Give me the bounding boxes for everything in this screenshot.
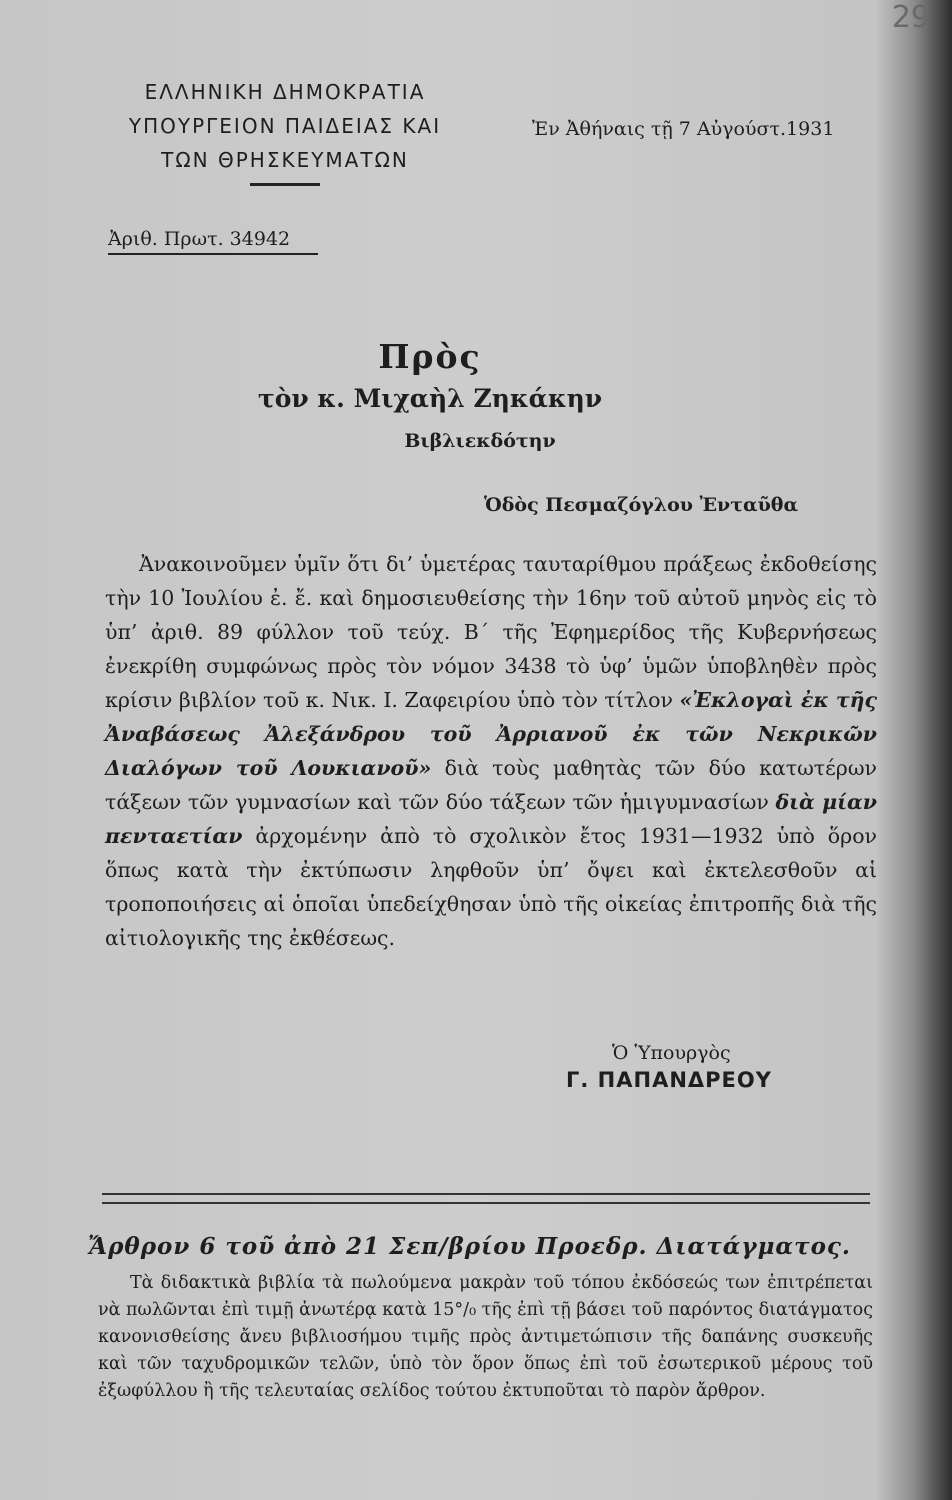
signature-title: Ὁ Ὑπουργὸς [612,1042,731,1064]
addressee-heading: Πρὸς [378,337,482,376]
body-text-part: διὰ τοὺς μαθητὰς τῶν δύο κατωτέρων τάξεων τῶν γυμνασίων καὶ τῶν δύο τάξεων τῶν ἡμιγυμνασίων [105,756,878,814]
header-divider [250,183,320,186]
article-title: Ἄρθρον 6 τοῦ ἀπὸ 21 Σεπ/βρίου Προεδρ. Διατάγματος. [88,1233,851,1260]
page-number-mark: 29 [891,0,930,35]
letter-date: Ἐν Ἀθήναις τῇ 7 Αὐγούστ.1931 [532,118,835,140]
ministry-line: ΕΛΛΗΝΙΚΗ ΔΗΜΟΚΡΑΤΙΑ [144,80,426,104]
body-text-part: ἀρχομένην ἀπὸ τὸ σχολικὸν ἔτος 1931—1932 ὑπὸ ὅρον ὅπως κατὰ τὴν ἐκτύπωσιν ληφθοῦν ὑπ’ ὄψει καὶ ἐκτελεσθοῦν αἱ τροποποιήσεις αἱ ὁποῖαι ὑπεδείχθησαν ὑπὸ τῆς οἰκείας ἐπιτροπῆς διὰ τῆς αἰτιολογικῆς της ἐκθέσεως. [105,824,877,950]
ministry-line: ΥΠΟΥΡΓΕΙΟΝ ΠΑΙΔΕΙΑΣ ΚΑΙ [128,114,442,138]
addressee-role: Βιβλιεκδότην [404,430,556,452]
article-text: Τὰ διδακτικὰ βιβλία τὰ πωλούμενα μακρὰν τοῦ τόπου ἐκδόσεώς των ἐπιτρέπεται νὰ πωλῶνται ἐπὶ τιμῇ ἀνωτέρᾳ κατὰ 15°/₀ τῆς ἐπὶ τῇ βάσει τοῦ παρόντος διατάγματος κανονισθείσης ἄνευ βιβλιοσήμου τιμῆς πρὸς ἀντιμετώπισιν τῆς δαπάνης συσκευῆς καὶ τῶν ταχυδρομικῶν τελῶν, ὑπὸ τὸν ὅρον ὅπως ἐπὶ τοῦ ἐσωτερικοῦ μέρους τοῦ ἐξωφύλλου ἢ τῆς τελευταίας σελίδος τούτου ἐκτυποῦται τὸ παρὸν ἄρθρον. [98,1273,873,1401]
addressee-name: τὸν κ. Μιχαὴλ Ζηκάκην [257,384,603,413]
protocol-number: Ἀριθ. Πρωτ. 34942 [108,228,318,255]
ministry-header [100,75,470,186]
body-text-part: Ἀνακοινοῦμεν ὑμῖν ὅτι δι’ ὑμετέρας ταυταρίθμου πράξεως ἐκδοθείσης τὴν 10 Ἰουλίου ἐ. ἔ. καὶ δημοσιευθείσης τὴν 16ην τοῦ αὐτοῦ μηνὸς εἰς τὸ ὑπ’ ἀριθ. 89 φύλλον τοῦ τεύχ. Β΄ τῆς Ἐφημερίδος τῆς Κυβερνήσεως ἐνεκρίθη συμφώνως πρὸς τὸν νόμον 3438 τὸ ὑφ’ ὑμῶν ὑποβληθὲν πρὸς κρίσιν βιβλίον τοῦ κ. Νικ. Ι. Ζαφειρίου ὑπὸ τὸν τίτλον [105,552,877,712]
section-divider [102,1193,870,1204]
ministry-line: ΤΩΝ ΘΡΗΣΚΕΥΜΑΤΩΝ [161,148,409,172]
addressee-address: Ὁδὸς Πεσμαζόγλου Ἐνταῦθα [484,494,799,516]
signature-name: Γ. ΠΑΠΑΝΔΡΕΟΥ [566,1068,772,1092]
letter-body [105,547,877,955]
book-title: «Ἐκλογαὶ ἐκ τῆς Ἀναβάσεως Ἀλεξάνδρου τοῦ Ἀρριανοῦ ἐκ τῶν Νεκρικῶν Διαλόγων τοῦ Λουκιανοῦ» [105,688,878,780]
approval-duration: διὰ μίαν πενταετίαν [105,790,878,848]
